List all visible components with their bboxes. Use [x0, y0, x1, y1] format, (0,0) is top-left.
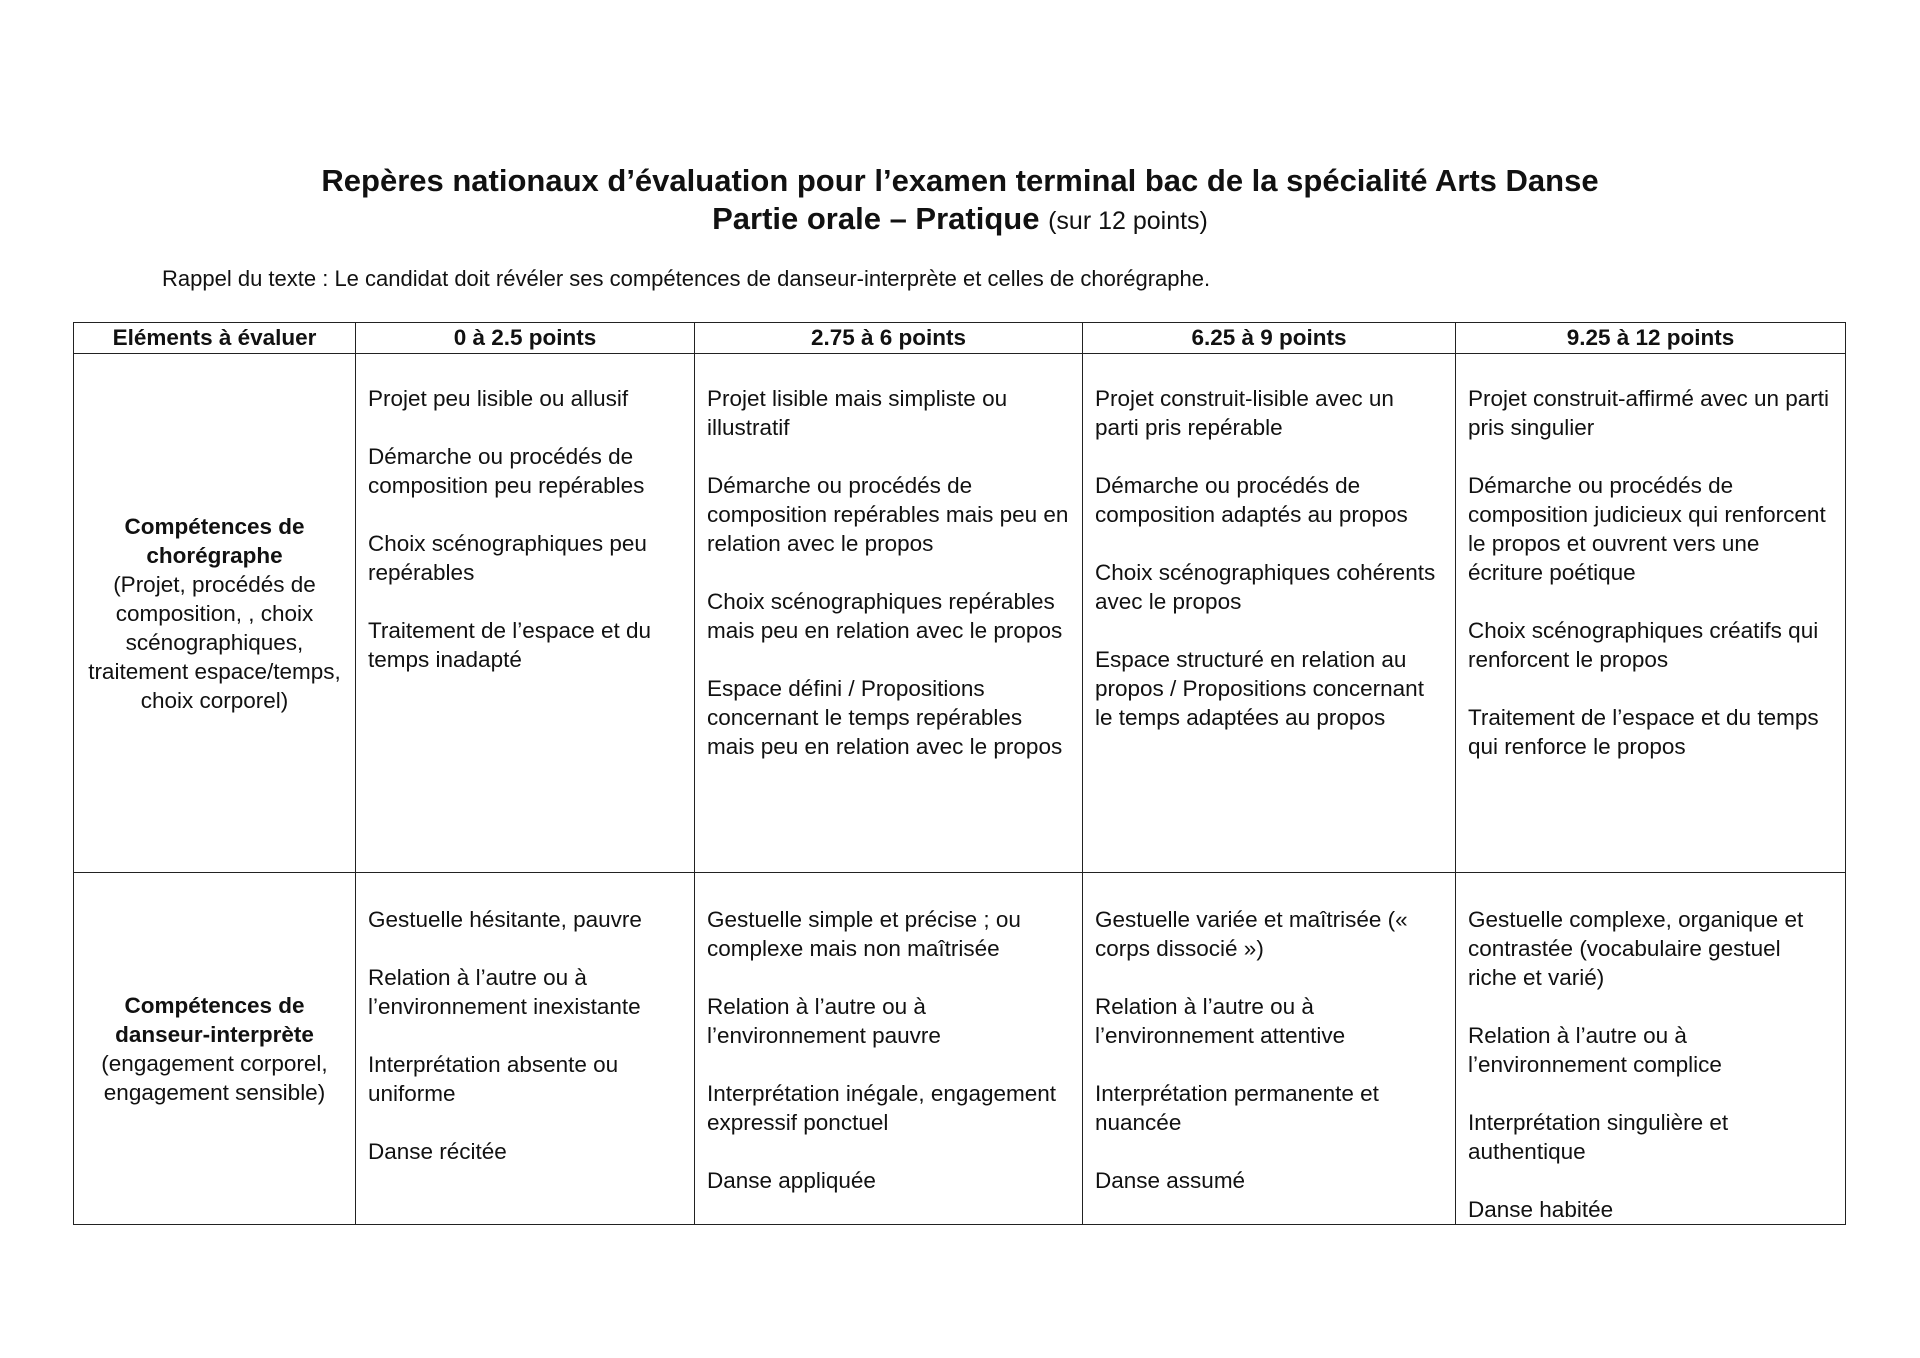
descriptor-item: Interprétation singulière et authentique [1468, 1110, 1729, 1164]
descriptor-item: Démarche ou procédés de composition repérables mais peu en relation avec le propos [707, 473, 1069, 556]
document-subtitle [0, 200, 1920, 240]
descriptor-item: Projet peu lisible ou allusif [368, 386, 629, 411]
descriptor-item: Projet construit-lisible avec un parti pris repérable [1095, 386, 1394, 440]
descriptor-item: Gestuelle hésitante, pauvre [368, 907, 642, 932]
header-cell: 6.25 à 9 points [1083, 323, 1456, 354]
criterion-title: Compétences de chorégraphe [124, 513, 305, 568]
descriptor-item: Interprétation inégale, engagement expressif ponctuel [707, 1081, 1057, 1135]
criterion-detail: (Projet, procédés de composition, , choix scénographiques, traitement espace/temps, choix corporel) [88, 571, 341, 713]
table-row [74, 354, 1846, 873]
criterion-cell [74, 873, 356, 1225]
descriptor-item: Danse récitée [368, 1139, 507, 1164]
descriptor-item: Danse appliquée [707, 1168, 876, 1193]
descriptor-item: Danse assumé [1095, 1168, 1246, 1193]
descriptor-item: Projet lisible mais simpliste ou illustratif [707, 386, 1008, 440]
table-row [74, 873, 1846, 1225]
descriptor-item: Traitement de l’espace et du temps qui renforce le propos [1468, 705, 1819, 759]
subtitle-main: Partie orale – Pratique [712, 201, 1040, 236]
descriptor-item: Relation à l’autre ou à l’environnement complice [1468, 1023, 1722, 1077]
descriptor-item: Gestuelle simple et précise ; ou complexe mais non maîtrisée [707, 907, 1021, 961]
descriptor-item: Relation à l’autre ou à l’environnement attentive [1095, 994, 1346, 1048]
level-cell [695, 873, 1083, 1225]
header-cell: 2.75 à 6 points [695, 323, 1083, 354]
criterion-title: Compétences de danseur-interprète [115, 992, 314, 1047]
rappel-text: Rappel du texte : Le candidat doit révéler ses compétences de danseur-interprète et celles de chorégraphe. [162, 266, 1211, 291]
level-cell [695, 354, 1083, 873]
descriptor-item: Traitement de l’espace et du temps inadapté [368, 618, 652, 672]
descriptor-item: Projet construit-affirmé avec un parti pris singulier [1468, 386, 1829, 440]
descriptor-item: Choix scénographiques cohérents avec le propos [1095, 560, 1436, 614]
evaluation-table [73, 322, 1846, 1225]
descriptor-item: Choix scénographiques repérables mais peu en relation avec le propos [707, 589, 1063, 643]
descriptor-item: Relation à l’autre ou à l’environnement inexistante [368, 965, 641, 1019]
header-row [74, 323, 1846, 354]
header-cell: 9.25 à 12 points [1456, 323, 1846, 354]
criterion-cell [74, 354, 356, 873]
criterion-detail: (engagement corporel, engagement sensible) [101, 1050, 328, 1105]
level-cell [1456, 873, 1846, 1225]
level-cell [356, 873, 695, 1225]
descriptor-item: Interprétation permanente et nuancée [1095, 1081, 1379, 1135]
descriptor-item: Démarche ou procédés de composition judicieux qui renforcent le propos et ouvrent vers une écriture poétique [1468, 473, 1826, 585]
descriptor-item: Relation à l’autre ou à l’environnement pauvre [707, 994, 941, 1048]
descriptor-item: Interprétation absente ou uniforme [368, 1052, 619, 1106]
descriptor-item: Danse habitée [1468, 1197, 1614, 1222]
descriptor-item: Espace défini / Propositions concernant le temps repérables mais peu en relation avec le propos [707, 676, 1063, 759]
descriptor-item: Gestuelle complexe, organique et contrastée (vocabulaire gestuel riche et varié) [1468, 907, 1804, 990]
document-title: Repères nationaux d’évaluation pour l’examen terminal bac de la spécialité Arts Danse [321, 163, 1599, 198]
level-cell [1083, 873, 1456, 1225]
header-cell: 0 à 2.5 points [356, 323, 695, 354]
descriptor-item: Démarche ou procédés de composition peu repérables [368, 444, 645, 498]
header-cell: Eléments à évaluer [74, 323, 356, 354]
subtitle-note: (sur 12 points) [1048, 207, 1208, 235]
level-cell [356, 354, 695, 873]
descriptor-item: Espace structuré en relation au propos / Propositions concernant le temps adaptées au propos [1095, 647, 1424, 730]
descriptor-item: Démarche ou procédés de composition adaptés au propos [1095, 473, 1408, 527]
level-cell [1083, 354, 1456, 873]
descriptor-item: Gestuelle variée et maîtrisée (« corps dissocié ») [1095, 907, 1408, 961]
descriptor-item: Choix scénographiques créatifs qui renforcent le propos [1468, 618, 1819, 672]
level-cell [1456, 354, 1846, 873]
descriptor-item: Choix scénographiques peu repérables [368, 531, 647, 585]
